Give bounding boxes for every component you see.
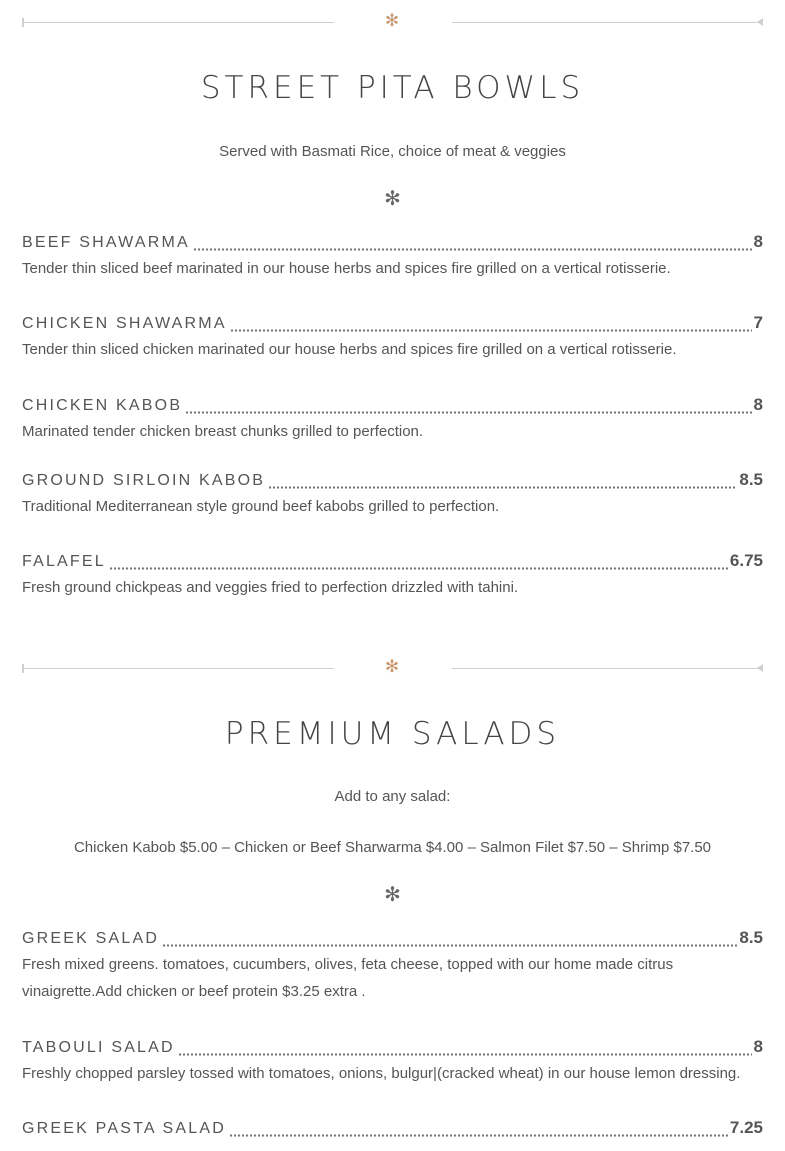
divider-line-right	[452, 22, 758, 23]
item-description: Fresh mixed greens. tomatoes, cucumbers, olives, feta cheese, topped with our home made citrus vinaigrette.Add chicken or beef protein $3.25 extra .	[22, 956, 674, 1000]
divider-arrow-icon	[757, 18, 763, 26]
item-price: 7	[753, 313, 763, 332]
menu-item	[22, 395, 763, 445]
item-description: Fresh ground chickpeas and veggies fried to perfection drizzled with tahini.	[22, 579, 519, 596]
divider-line-right	[452, 668, 758, 669]
item-name: CHICKEN SHAWARMA	[22, 315, 227, 332]
dot-leader	[185, 411, 751, 414]
item-price: 8	[753, 1037, 763, 1056]
section-subtitle: Add to any salad:	[334, 788, 451, 805]
menu-item	[22, 551, 763, 601]
menu-item	[22, 928, 763, 1005]
dot-leader	[268, 486, 737, 489]
dot-leader	[109, 567, 728, 570]
item-name: GREEK SALAD	[22, 930, 160, 947]
menu-item	[22, 1037, 763, 1087]
item-name: CHICKEN KABOB	[22, 397, 183, 414]
item-name: TABOULI SALAD	[22, 1039, 175, 1056]
item-name: GROUND SIRLOIN KABOB	[22, 472, 266, 489]
item-price: 8.5	[739, 928, 763, 947]
salad-add-ons: Chicken Kabob $5.00 – Chicken or Beef Sharwarma $4.00 – Salmon Filet $7.50 – Shrimp $7.50	[73, 839, 712, 856]
section-title-premium-salads: PREMIUM SALADS	[224, 716, 561, 752]
dot-leader	[193, 248, 752, 251]
ornament-star-icon: ✻	[384, 188, 401, 210]
item-name: FALAFEL	[22, 553, 106, 570]
menu-item	[22, 313, 763, 363]
divider-line-left	[24, 22, 334, 23]
dot-leader	[178, 1053, 752, 1056]
ornament-star-icon: ✻	[384, 884, 401, 906]
section-subtitle: Served with Basmati Rice, choice of meat & veggies	[219, 143, 566, 160]
item-price: 8	[753, 232, 763, 251]
item-name: GREEK PASTA SALAD	[22, 1120, 226, 1137]
divider-line-left	[24, 668, 334, 669]
item-description: Traditional Mediterranean style ground beef kabobs grilled to perfection.	[22, 498, 500, 515]
section-title-pita-bowls: STREET PITA BOWLS	[200, 70, 585, 106]
item-price: 8.5	[739, 470, 763, 489]
item-price: 6.75	[729, 551, 763, 570]
item-price: 7.25	[729, 1118, 763, 1137]
ornament-star-icon: ✻	[384, 657, 400, 676]
menu-item	[22, 232, 763, 282]
item-description: Freshly chopped parsley tossed with tomatoes, onions, bulgur|(cracked wheat) in our house lemon dressing.	[22, 1065, 741, 1082]
dot-leader	[230, 329, 752, 332]
item-name: BEEF SHAWARMA	[22, 234, 190, 251]
ornament-star-icon: ✻	[384, 11, 400, 30]
item-description: Tender thin sliced chicken marinated our house herbs and spices fire grilled on a vertical rotisserie.	[22, 341, 677, 358]
dot-leader	[229, 1134, 728, 1137]
item-description: Marinated tender chicken breast chunks grilled to perfection.	[22, 423, 424, 440]
divider-arrow-icon	[757, 664, 763, 672]
menu-item	[22, 470, 763, 520]
section-divider	[22, 657, 763, 676]
item-description: Tender thin sliced beef marinated in our house herbs and spices fire grilled on a vertical rotisserie.	[22, 260, 671, 277]
item-price: 8	[753, 395, 763, 414]
menu-item	[22, 1118, 763, 1141]
dot-leader	[162, 944, 737, 947]
section-divider	[22, 11, 763, 30]
